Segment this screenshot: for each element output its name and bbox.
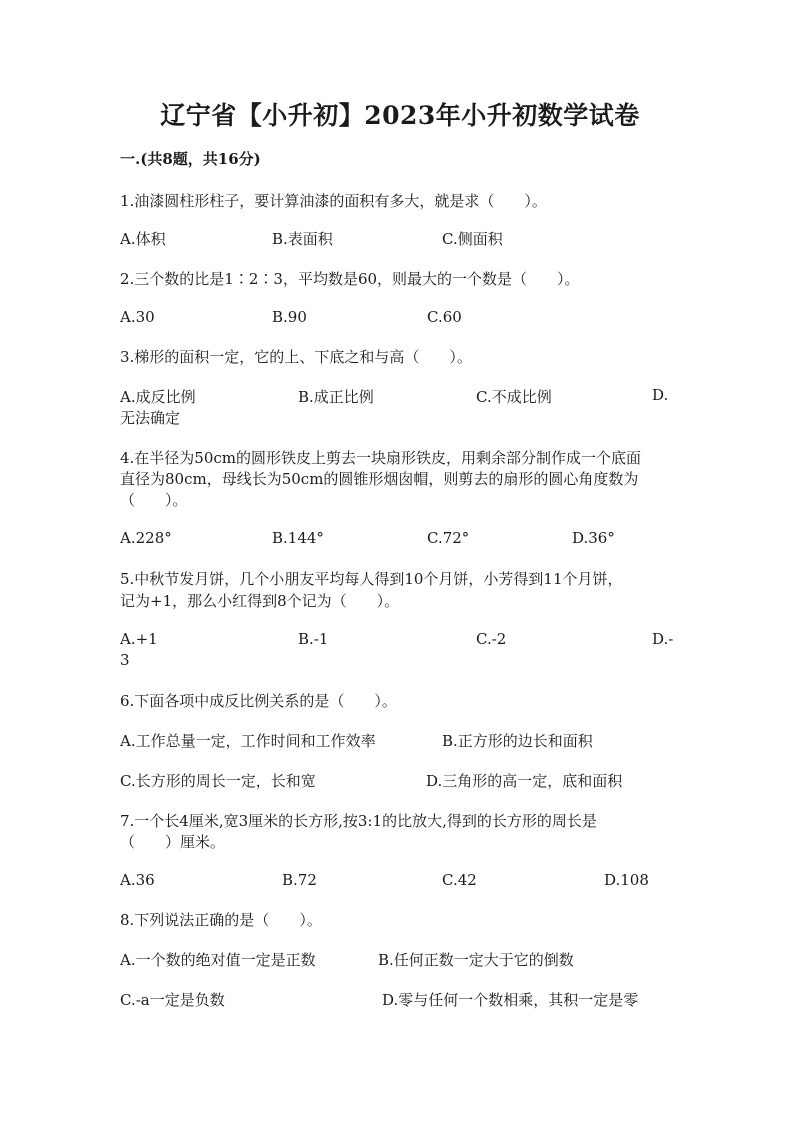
q4-option-b[interactable]: B.144° bbox=[272, 529, 324, 547]
question-4-text-line-2: 直径为80cm，母线长为50cm的圆锥形烟囱帽，则剪去的扇形的圆心角度数为 bbox=[120, 470, 639, 488]
q8-option-b[interactable]: B.任何正数一定大于它的倒数 bbox=[378, 951, 574, 969]
q5-option-c[interactable]: C.-2 bbox=[476, 630, 507, 648]
q4-option-a[interactable]: A.228° bbox=[120, 529, 172, 547]
q3-option-d-wrap: 无法确定 bbox=[120, 409, 181, 427]
q7-option-c[interactable]: C.42 bbox=[442, 871, 477, 889]
question-8-text: 8.下列说法正确的是（ ）。 bbox=[120, 911, 322, 929]
q5-option-b[interactable]: B.-1 bbox=[298, 630, 329, 648]
question-1-text: 1.油漆圆柱形柱子，要计算油漆的面积有多大，就是求（ ）。 bbox=[120, 192, 547, 210]
q3-option-d[interactable]: D. bbox=[652, 386, 669, 404]
question-3-text: 3.梯形的面积一定，它的上、下底之和与高（ ）。 bbox=[120, 348, 472, 366]
q4-option-d[interactable]: D.36° bbox=[572, 529, 615, 547]
q1-option-a[interactable]: A.体积 bbox=[120, 230, 166, 248]
question-5-text-line-1: 5.中秋节发月饼，几个小朋友平均每人得到10个月饼，小芳得到11个月饼， bbox=[120, 570, 623, 588]
question-4-text-line-3: （ ）。 bbox=[120, 491, 188, 509]
q1-option-c[interactable]: C.侧面积 bbox=[442, 230, 503, 248]
q8-option-d[interactable]: D.零与任何一个数相乘，其积一定是零 bbox=[382, 991, 639, 1009]
q5-option-a[interactable]: A.+1 bbox=[120, 630, 158, 648]
q6-option-b[interactable]: B.正方形的边长和面积 bbox=[442, 732, 593, 750]
question-2-text: 2.三个数的比是1∶2∶3，平均数是60，则最大的一个数是（ ）。 bbox=[120, 270, 580, 288]
question-6-text: 6.下面各项中成反比例关系的是（ ）。 bbox=[120, 692, 397, 710]
section-heading: 一.(共8题，共16分) bbox=[120, 150, 261, 168]
question-5-text-line-2: 记为+1，那么小红得到8个记为（ ）。 bbox=[120, 592, 400, 610]
q7-option-b[interactable]: B.72 bbox=[282, 871, 317, 889]
q5-option-d[interactable]: D.- bbox=[652, 630, 674, 648]
q3-option-b[interactable]: B.成正比例 bbox=[298, 388, 374, 406]
question-7-text-line-1: 7.一个长4厘米,宽3厘米的长方形,按3:1的比放大,得到的长方形的周长是 bbox=[120, 812, 597, 830]
q8-option-c[interactable]: C.-a一定是负数 bbox=[120, 991, 225, 1009]
q1-option-b[interactable]: B.表面积 bbox=[272, 230, 333, 248]
question-7-text-line-2: （ ）厘米。 bbox=[120, 833, 226, 851]
q6-option-a[interactable]: A.工作总量一定，工作时间和工作效率 bbox=[120, 732, 376, 750]
page-title: 辽宁省【小升初】2023年小升初数学试卷 bbox=[160, 101, 640, 130]
q7-option-d[interactable]: D.108 bbox=[604, 871, 649, 889]
q3-option-a[interactable]: A.成反比例 bbox=[120, 388, 196, 406]
q8-option-a[interactable]: A.一个数的绝对值一定是正数 bbox=[120, 951, 316, 969]
question-4-text-line-1: 4.在半径为50cm的圆形铁皮上剪去一块扇形铁皮，用剩余部分制作成一个底面 bbox=[120, 449, 642, 467]
q4-option-c[interactable]: C.72° bbox=[427, 529, 470, 547]
q2-option-c[interactable]: C.60 bbox=[427, 308, 462, 326]
q2-option-b[interactable]: B.90 bbox=[272, 308, 307, 326]
q7-option-a[interactable]: A.36 bbox=[120, 871, 155, 889]
q3-option-c[interactable]: C.不成比例 bbox=[476, 388, 552, 406]
q5-option-d-wrap: 3 bbox=[120, 651, 130, 669]
q6-option-d[interactable]: D.三角形的高一定，底和面积 bbox=[426, 772, 623, 790]
q6-option-c[interactable]: C.长方形的周长一定，长和宽 bbox=[120, 772, 316, 790]
q2-option-a[interactable]: A.30 bbox=[120, 308, 155, 326]
